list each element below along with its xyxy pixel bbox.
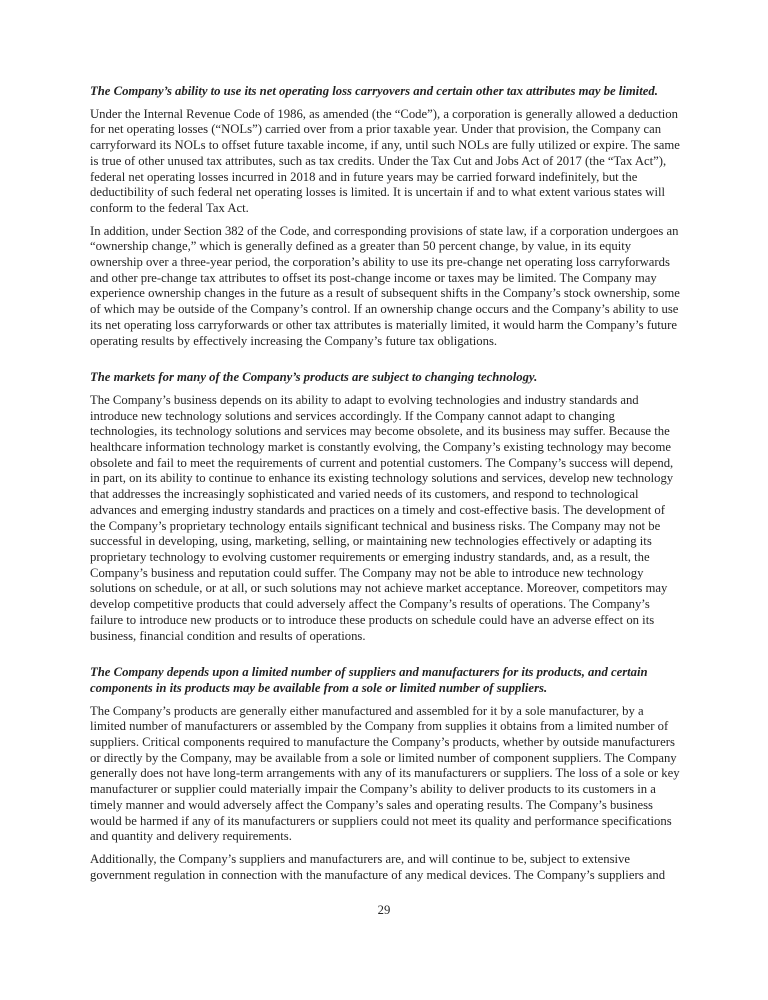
page-number: 29 (377, 903, 391, 917)
paragraph: The Company’s business depends on its ability to adapt to evolving technologies and industry standards and introduce new technology solutions and services accordingly. If the Company cannot adapt to changing technologies, its technology solutions and services may become obsolete, and its business may suffer. Because the healthcare information technology market is constantly evolving, the Company’s existing technology may become obsolete and fail to meet the requirements of current and potential customers. The Company’s success will depend, in part, on its ability to continue to enhance its existing technology solutions and services, develop new technology that addresses the increasingly sophisticated and varied needs of its customers, and respond to technological advances and emerging industry standards and practices on a timely and cost-effective basis. The development of the Company’s proprietary technology entails significant technical and business risks. The Company may not be successful in developing, using, marketing, selling, or maintaining new technologies effectively or adapting its proprietary technology to evolving customer requirements or emerging industry standards, and, as a result, the Company’s business and reputation could suffer. The Company may not be able to introduce new technology solutions on schedule, or at all, or such solutions may not achieve market acceptance. Moreover, competitors may develop competitive products that could adversely affect the Company’s results of operations. The Company’s failure to introduce new products or to introduce these products on schedule could have an adverse effect on its business, financial condition and results of operations. (90, 392, 674, 643)
paragraph: The Company’s products are generally either manufactured and assembled for it by a sole manufacturer, by a limited number of manufacturers or assembled by the Company from supplies it obtains from a limited number of suppliers. Critical components required to manufacture the Company’s products, whether by outside manufacturers or directly by the Company, may be available from a sole or limited number of component suppliers. The Company generally does not have long-term arrangements with any of its manufacturers or suppliers. The loss of a sole or key manufacturer or supplier could materially impair the Company’s ability to deliver products to its customers in a timely manner and would adversely affect the Company’s sales and operating results. The Company’s business would be harmed if any of its manufacturers or suppliers could not meet its quality and performance specifications and quantity and delivery requirements. (90, 703, 680, 844)
risk-section-tax-attributes (90, 84, 680, 349)
section-heading: The markets for many of the Company’s products are subject to changing technology. (90, 370, 538, 385)
section-heading: The Company depends upon a limited number of suppliers and manufacturers for its products, and certain components in its products may be available from a sole or limited number of suppliers. (90, 665, 648, 695)
page-footer (0, 901, 768, 919)
paragraph: Additionally, the Company’s suppliers and manufacturers are, and will continue to be, subject to extensive government regulation in connection with the manufacture of any medical devices. The Company’s suppliers and (90, 851, 666, 882)
paragraph: Under the Internal Revenue Code of 1986, as amended (the “Code”), a corporation is generally allowed a deduction for net operating losses (“NOLs”) carried over from a prior taxable year. Under that provision, the Company can carryforward its NOLs to offset future taxable income, if any, until such NOLs are fully utilized or expire. The same is true of other unused tax attributes, such as tax credits. Under the Tax Cut and Jobs Act of 2017 (the “Tax Act”), federal net operating losses incurred in 2018 and in future years may be carried forward indefinitely, but the deductibility of such federal net operating losses is limited. It is uncertain if and to what extent various states will conform to the federal Tax Act. (90, 106, 680, 215)
risk-section-suppliers (90, 665, 680, 883)
section-heading: The Company’s ability to use its net operating loss carryovers and certain other tax attributes may be limited. (90, 84, 658, 98)
risk-section-changing-technology (90, 370, 680, 644)
paragraph: In addition, under Section 382 of the Code, and corresponding provisions of state law, if a corporation undergoes an “ownership change,” which is generally defined as a greater than 50 percent change, by value, in its equity ownership over a three-year period, the corporation’s ability to use its pre-change net operating loss carryforwards and other pre-change tax attributes to offset its post-change income or taxes may be limited. The Company may experience ownership changes in the future as a result of subsequent shifts in the Company’s stock ownership, some of which may be outside of the Company’s control. If an ownership change occurs and the Company’s ability to use its net operating loss carryforwards or other tax attributes is materially limited, it would harm the Company’s future operating results by effectively increasing the Company’s future tax obligations. (90, 223, 680, 348)
